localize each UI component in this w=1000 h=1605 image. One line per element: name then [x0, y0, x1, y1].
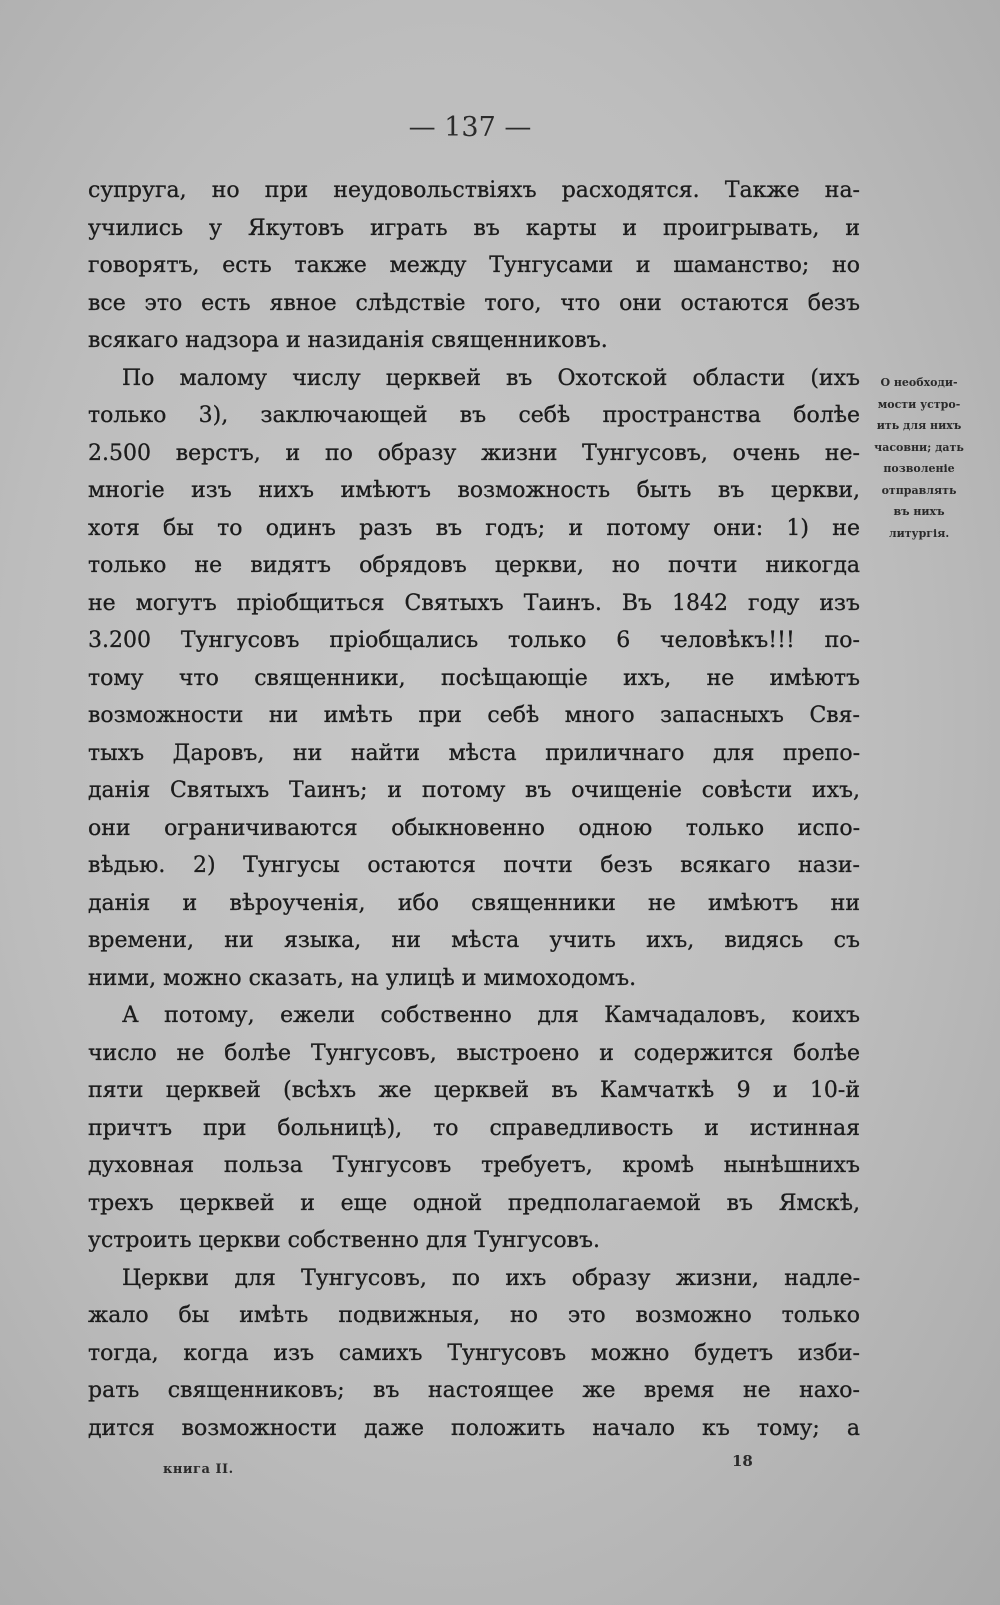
text-line: духовная польза Тунгусовъ требуетъ, кромѣ нынѣшнихъ [88, 1153, 860, 1178]
text-line: многіе изъ нихъ имѣютъ возможность быть въ церкви, [88, 478, 860, 503]
page-number: — 137 — [408, 112, 532, 143]
margin-note-line: ить для нихъ [876, 419, 962, 432]
text-line: А потому, ежели собственно для Камчадаловъ, коихъ [122, 1003, 860, 1028]
text-line: тогда, когда изъ самихъ Тунгусовъ можно будетъ изби- [88, 1340, 860, 1366]
text-line: хотя бы то одинъ разъ въ годъ; и потому они: 1) не [88, 515, 860, 541]
text-line: рать священниковъ; въ настоящее же время не нахо- [88, 1378, 860, 1403]
text-line: жало бы имѣть подвижныя, но это возможно только [88, 1303, 860, 1328]
footer-signature-mark: 18 [732, 1452, 753, 1470]
text-line: времени, ни языка, ни мѣста учить ихъ, видясь съ [88, 928, 860, 953]
text-line: тому что священники, посѣщающіе ихъ, не имѣютъ [88, 665, 860, 691]
text-line: тыхъ Даровъ, ни найти мѣста приличнаго для препо- [88, 740, 860, 766]
text-line: не могутъ пріобщиться Святыхъ Таинъ. Въ 1842 году изъ [88, 590, 860, 616]
margin-note-line: мости устро- [877, 397, 961, 411]
text-line: вѣдью. 2) Тунгусы остаются почти безъ всякаго нази- [88, 853, 860, 878]
margin-note-line: часовни; дать [874, 440, 964, 454]
margin-note-line: отправлять [881, 483, 957, 497]
text-line: все это есть явное слѣдствіе того, что они остаются безъ [88, 290, 860, 316]
text-line: супруга, но при неудовольствіяхъ расходятся. Также на- [88, 178, 860, 203]
text-line: ними, можно сказать, на улицѣ и мимоходомъ. [88, 965, 637, 991]
text-line: данія Святыхъ Таинъ; и потому въ очищеніе совѣсти ихъ, [88, 778, 860, 803]
body-text [88, 172, 860, 1447]
text-line: 2.500 верстъ, и по образу жизни Тунгусовъ, очень не- [88, 440, 860, 466]
text-line: говорятъ, есть также между Тунгусами и шаманство; но [88, 253, 860, 278]
margin-note [863, 372, 975, 544]
text-line: Церкви для Тунгусовъ, по ихъ образу жизни, надле- [122, 1265, 860, 1291]
text-line: только 3), заключающей въ себѣ пространства болѣе [88, 403, 860, 428]
text-line: трехъ церквей и еще одной предполагаемой въ Ямскѣ, [88, 1190, 860, 1216]
text-line: только не видятъ обрядовъ церкви, но почти никогда [88, 553, 860, 578]
text-line: всякаго надзора и назиданія священниковъ. [88, 328, 608, 353]
text-line: причтъ при больницѣ), то справедливость и истинная [88, 1115, 860, 1141]
text-line: 3.200 Тунгусовъ пріобщались только 6 человѣкъ!!! по- [88, 628, 860, 653]
text-line: учились у Якутовъ играть въ карты и проигрывать, и [88, 215, 860, 241]
text-line: пяти церквей (всѣхъ же церквей въ Камчаткѣ 9 и 10-й [88, 1078, 860, 1103]
text-line: данія и вѣроученія, ибо священники не имѣютъ ни [88, 890, 860, 916]
footer-book-label: книга II. [163, 1462, 234, 1477]
text-line: устроить церкви собственно для Тунгусовъ. [88, 1228, 600, 1253]
text-line: они ограничиваются обыкновенно одною только испо- [88, 815, 860, 841]
text-line: дится возможности даже положить начало къ тому; а [88, 1415, 860, 1441]
margin-note-line: О необходи- [880, 376, 958, 389]
text-line: возможности ни имѣть при себѣ много запасныхъ Свя- [88, 703, 860, 728]
margin-note-line: въ нихъ [893, 505, 945, 518]
text-line: По малому числу церквей въ Охотской области (ихъ [122, 365, 860, 391]
text-line: число не болѣе Тунгусовъ, выстроено и содержится болѣе [88, 1040, 860, 1066]
margin-note-line: литургія. [888, 526, 950, 540]
margin-note-line: позволеніе [883, 462, 955, 475]
